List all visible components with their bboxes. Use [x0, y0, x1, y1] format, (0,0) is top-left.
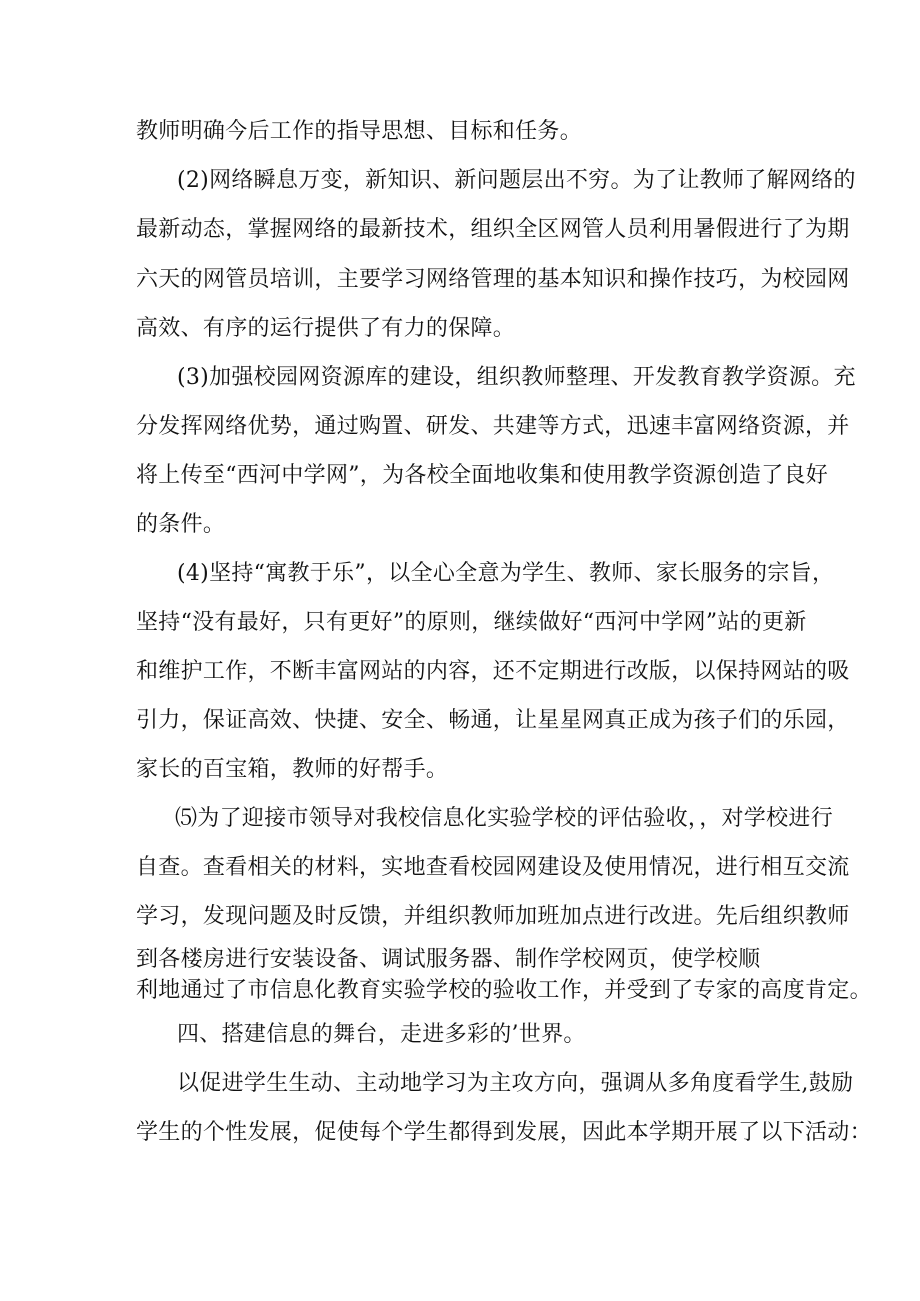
text-line: 利地通过了市信息化教育实验学校的验收工作，并受到了专家的高度肯定。	[136, 978, 872, 1003]
text-line: 家长的百宝箱，教师的好帮手。	[136, 757, 449, 782]
text-line: 引力，保证高效、快捷、安全、畅通，让星星网真正成为孩子们的乐园，	[136, 708, 850, 733]
text-line: 将上传至“西河中学网”，为各校全面地收集和使用教学资源创造了良好	[136, 463, 829, 488]
text-line: 以促进学生生动、主动地学习为主攻方向，强调从多角度看学生,鼓励	[177, 1071, 854, 1096]
text-line: (3)加强校园网资源库的建设，组织教师整理、开发教育教学资源。充	[177, 365, 856, 390]
text-line: 自查。查看相关的材料，实地查看校园网建设及使用情况，进行相互交流	[136, 855, 850, 880]
text-line: 学生的个性发展，促使每个学生都得到发展，因此本学期开展了以下活动：	[136, 1120, 872, 1145]
text-line: (2)网络瞬息万变，新知识、新问题层出不穷。为了让教师了解网络的	[177, 168, 856, 193]
text-line: 的条件。	[136, 512, 226, 537]
text-line: 到各楼房进行安装设备、调试服务器、制作学校网页，使学校顺	[136, 947, 761, 972]
text-line: 学习，发现问题及时反馈，并组织教师加班加点进行改进。先后组织教师	[136, 904, 850, 929]
text-line: 高效、有序的运行提供了有力的保障。	[136, 316, 516, 341]
text-line: 坚持“没有最好，只有更好”的原则，继续做好“西河中学网”站的更新	[136, 610, 807, 635]
text-line: 分发挥网络优势，通过购置、研发、共建等方式，迅速丰富网络资源，并	[136, 414, 850, 439]
text-line: 六天的网管员培训，主要学习网络管理的基本知识和操作技巧，为校园网	[136, 267, 850, 292]
text-line: 教师明确今后工作的指导思想、目标和任务。	[136, 119, 583, 144]
section-heading: 四、搭建信息的舞台，走进多彩的’世界。	[177, 1022, 586, 1047]
text-line: 最新动态，掌握网络的最新技术，组织全区网管人员利用暑假进行了为期	[136, 217, 850, 242]
text-line: (4)坚持“寓教于乐”，以全心全意为学生、教师、家长服务的宗旨，	[177, 561, 835, 586]
text-line: ⑸为了迎接市领导对我校信息化实验学校的评估验收，，对学校进行	[175, 806, 834, 831]
text-line: 和维护工作，不断丰富网站的内容，还不定期进行改版，以保持网站的吸	[136, 659, 850, 684]
